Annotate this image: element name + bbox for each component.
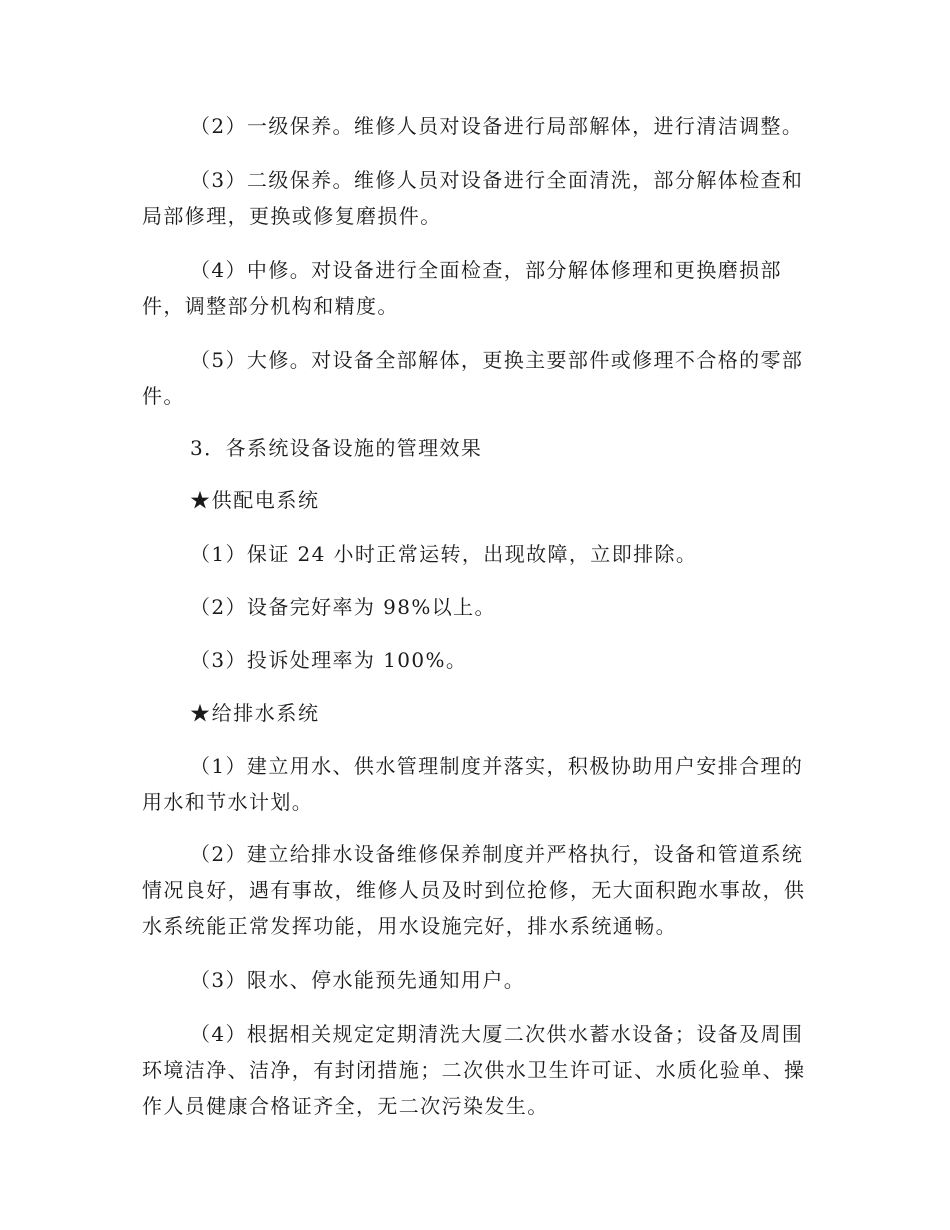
paragraph-power-24h: （1）保证 24 小时正常运转，出现故障，立即排除。 [190,542,698,566]
subheading-power-supply: ★供配电系统 [190,488,320,512]
paragraph-power-complaint-rate: （3）投诉处理率为 100%。 [190,648,468,672]
section-heading-management-effects: 3．各系统设备设施的管理效果 [190,436,483,460]
paragraph-water-management: （1）建立用水、供水管理制度并落实，积极协助用户安排合理的用水和节水计划。 [142,754,804,814]
paragraph-maintenance-level-1: （2）一级保养。维修人员对设备进行局部解体，进行清洁调整。 [190,114,804,138]
paragraph-maintenance-level-2: （3）二级保养。维修人员对设备进行全面清洗，部分解体检查和局部修理，更换或修复磨损件。 [142,168,804,228]
paragraph-overhaul: （5）大修。对设备全部解体，更换主要部件或修理不合格的零部件。 [142,348,804,408]
paragraph-water-notice: （3）限水、停水能预先通知用户。 [190,968,526,992]
paragraph-medium-repair: （4）中修。对设备进行全面检查，部分解体修理和更换磨损部件，调整部分机构和精度。 [142,258,782,318]
paragraph-water-tank-cleaning: （4）根据相关规定定期清洗大厦二次供水蓄水设备；设备及周围环境洁净、洁净，有封闭措施；二次供水卫生许可证、水质化验单、操作人员健康合格证齐全，无二次污染发生。 [142,1022,806,1118]
subheading-water-system: ★给排水系统 [190,701,320,725]
paragraph-power-equipment-rate: （2）设备完好率为 98%以上。 [190,595,496,619]
paragraph-water-maintenance: （2）建立给排水设备维修保养制度并严格执行，设备和管道系统情况良好，遇有事故，维修人员及时到位抢修，无大面积跑水事故，供水系统能正常发挥功能，用水设施完好，排水系统通畅。 [142,842,806,938]
